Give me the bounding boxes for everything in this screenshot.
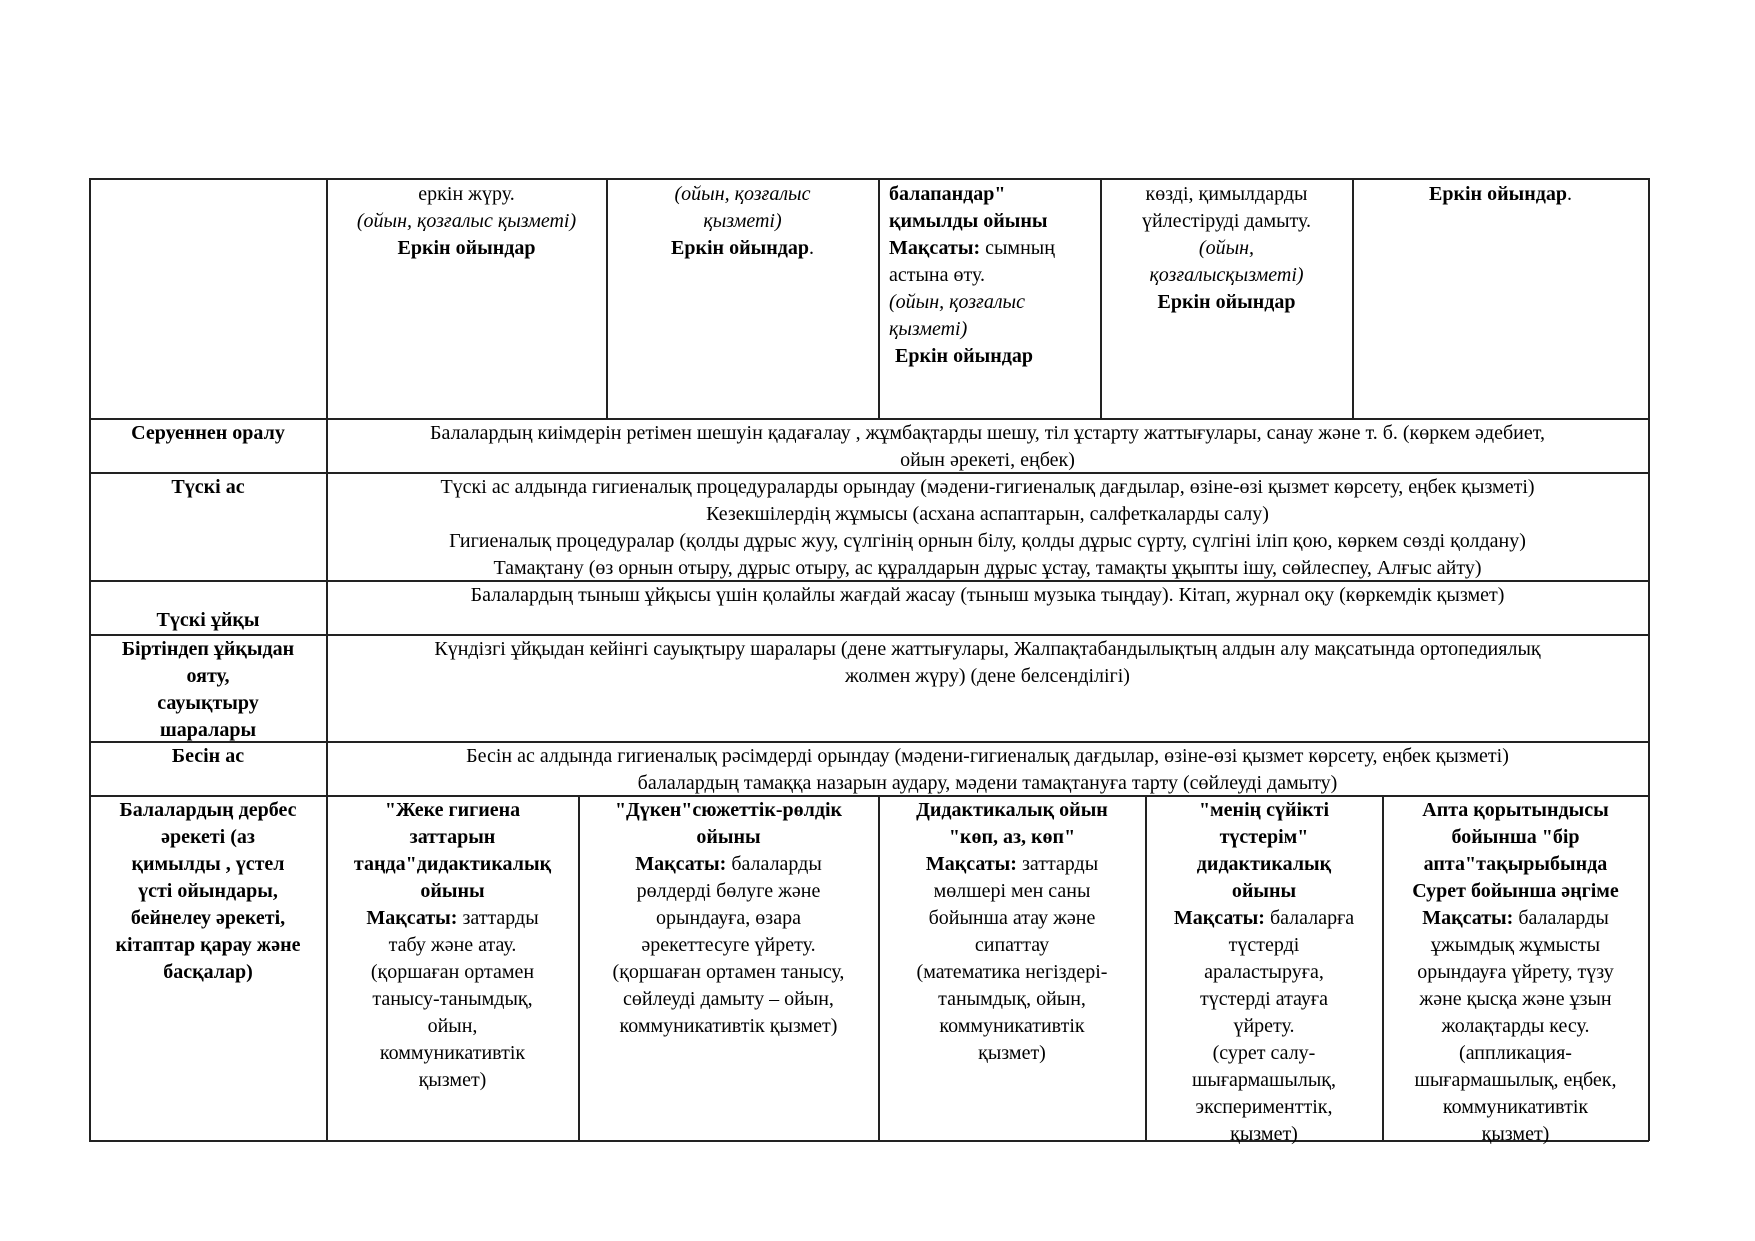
tuesday-goal-line: орындауға, өзара (656, 907, 801, 929)
wakeup-label-4: шаралары (159, 719, 257, 741)
tuesday-goal-line: әрекеттесуге үйрету. (641, 934, 816, 956)
wednesday-goal-label: Мақсаты: (925, 853, 1017, 875)
walk-return-label: Серуеннен оралу (131, 422, 285, 444)
lunch-text-4: Тамақтану (өз орнын отыру, дұрыс отыру, ас құралдарын дұрыс ұстау, тамақты ұқыпты ішу, сөйлеспеу, Алғыс айту) (493, 557, 1482, 579)
nap-label: Түскі ұйқы (156, 609, 260, 631)
wednesday-game-title-1: балапандар" (889, 183, 1006, 205)
wednesday-goal-line: мөлшері мен саны (933, 880, 1091, 902)
wakeup-text-2: жолмен жүру) (дене белсенділігі) (845, 665, 1130, 687)
friday-goal-label: Мақсаты: (1422, 907, 1514, 929)
wednesday-goal-text-2: астына өту. (889, 264, 985, 286)
monday-goal-text: заттарды (457, 907, 539, 929)
thursday-goal-1: көзді, қимылдарды (1145, 183, 1308, 205)
friday-game-title: Апта қорытындысы (1422, 799, 1609, 821)
friday-game-title: апта"тақырыбында (1423, 853, 1608, 875)
top-row-thursday-cell (1101, 180, 1352, 317)
lunch-text-3: Гигиеналық процедуралар (қолды дұрыс жуу, сүлгінің орнын білу, қолды дұрыс сүрту, сүлгіні іліп қою, көркем сөзді қолдану) (449, 530, 1526, 552)
monday-game-title: "Жеке гигиена (384, 799, 521, 821)
monday-goal-line: коммуникативтік (379, 1042, 526, 1064)
wakeup-label-cell (90, 635, 326, 745)
monday-goal-line: ойын, (427, 1015, 478, 1037)
monday-game-title: таңда"дидактикалық (353, 853, 552, 875)
wakeup-text-1: Күндізгі ұйқыдан кейінгі сауықтыру шаралары (дене жаттығулары, Жалпақтабандылықтың алдын алу мақсатында ортопедиялық (434, 638, 1541, 660)
wednesday-activity-note-1: (ойын, қозғалыс (889, 291, 1025, 313)
lunch-label-cell (90, 473, 326, 502)
independent-monday-cell (327, 796, 578, 1095)
thursday-activity-note-1: (ойын, (1198, 237, 1255, 259)
wednesday-goal-line: қызмет) (978, 1042, 1046, 1064)
wednesday-game-title-2: қимылды ойыны (889, 210, 1048, 232)
wednesday-goal-line: (математика негіздері- (916, 961, 1108, 983)
tuesday-game-title: ойыны (696, 826, 761, 848)
nap-content-cell (327, 581, 1648, 610)
lunch-content-cell (327, 473, 1648, 583)
thursday-goal-2: үйлестіруді дамыту. (1141, 210, 1312, 232)
lunch-text-1: Түскі ас алдында гигиеналық процедураларды орындау (мәдени-гигиеналық дағдылар, өзіне-өзі қызмет көрсету, еңбек қызметі) (440, 476, 1535, 498)
snack-content-cell (327, 742, 1648, 798)
thursday-free-games: Еркін ойындар (1157, 291, 1296, 313)
snack-text-1: Бесін ас алдында гигиеналық рәсімдерді орындау (мәдени-гигиеналық дағдылар, өзіне-өзі қызмет көрсету, еңбек қызметі) (466, 745, 1509, 767)
wednesday-goal-text: сымның (980, 237, 1055, 259)
table-border-right (1648, 178, 1650, 1141)
monday-goal-line: қызмет) (418, 1069, 487, 1091)
monday-game-title: ойыны (420, 880, 485, 902)
wednesday-goal-label: Мақсаты: (889, 237, 981, 259)
thursday-goal-line: (сурет салу- (1212, 1042, 1316, 1064)
top-row-wednesday-cell (879, 180, 1100, 371)
friday-goal-line: қызмет) (1481, 1123, 1550, 1145)
top-row-tuesday-cell (607, 180, 878, 263)
tuesday-goal-text: балаларды (726, 853, 822, 875)
independent-label-cell (90, 796, 326, 987)
tuesday-game-title: "Дүкен"сюжеттік-рөлдік (614, 799, 843, 821)
friday-goal-line: жолақтарды кесу. (1441, 1015, 1590, 1037)
friday-game-title: бойынша "бір (1451, 826, 1580, 848)
friday-free-games: Еркін ойындар (1429, 183, 1567, 205)
monday-game-title: заттарын (409, 826, 496, 848)
friday-game-title: Сурет бойынша әңгіме (1412, 880, 1619, 902)
wednesday-activity-note-2: қызметі) (889, 318, 968, 340)
monday-walk-text: еркін жүру. (418, 183, 515, 205)
wakeup-label-3: сауықтыру (157, 692, 259, 714)
lunch-text-2: Кезекшілердің жұмысы (асхана аспаптарын, салфеткаларды салу) (706, 503, 1269, 525)
tuesday-activity-note-2: қызметі) (703, 210, 782, 232)
independent-label-line: бейнелеу әрекеті, (130, 907, 286, 929)
wednesday-goal-line: сипаттау (974, 934, 1050, 956)
nap-label-cell (90, 581, 326, 634)
tuesday-goal-line: сөйлеуді дамыту – ойын, (623, 988, 834, 1010)
monday-goal-line: табу және атау. (388, 934, 517, 956)
monday-goal-label: Мақсаты: (366, 907, 458, 929)
wakeup-content-cell (327, 635, 1648, 691)
independent-label-line: басқалар) (163, 961, 253, 983)
thursday-game-title: дидактикалық (1196, 853, 1332, 875)
thursday-goal-line: эксперименттік, (1195, 1096, 1333, 1118)
independent-label-line: үсті ойындары, (138, 880, 278, 902)
col-divider (1352, 178, 1354, 419)
wednesday-goal-text: заттарды (1016, 853, 1099, 875)
independent-wednesday-cell (879, 796, 1145, 1068)
walk-return-text-1: Балалардың киімдерін ретімен шешуін қадағалау , жұмбақтарды шешу, тіл ұстарту жаттығулары, санау және т. б. (көркем әдебиет, (430, 422, 1545, 444)
monday-free-games: Еркін ойындар (397, 237, 536, 259)
thursday-goal-line: түстерді атауға (1200, 988, 1328, 1010)
monday-goal-line: танысу-танымдық, (372, 988, 533, 1010)
independent-label-line: Балалардың дербес (119, 799, 297, 821)
wakeup-label-1: Біртіндеп ұйқыдан (121, 638, 295, 660)
friday-goal-line: және қысқа және ұзын (1419, 988, 1612, 1010)
walk-return-label-cell (90, 419, 326, 448)
friday-goal-line: ұжымдық жұмысты (1430, 934, 1601, 956)
tuesday-goal-line: (қоршаған ортамен танысу, (612, 961, 845, 983)
top-row-label-cell (90, 180, 326, 418)
independent-label-line: қимылды , үстел (131, 853, 285, 875)
nap-text-1: Балалардың тыныш ұйқысы үшін қолайлы жағдай жасау (тыныш музыка тыңдау). Кітап, журнал оқу (көркемдік қызмет) (470, 584, 1505, 606)
thursday-game-title: "менің сүйікті (1198, 799, 1330, 821)
wednesday-goal-line: бойынша атау және (928, 907, 1096, 929)
thursday-goal-line: араластыруға, (1204, 961, 1324, 983)
tuesday-activity-note-1: (ойын, қозғалыс (674, 183, 811, 205)
independent-tuesday-cell (579, 796, 878, 1041)
friday-goal-line: (аппликация- (1459, 1042, 1572, 1064)
monday-activity-note: (ойын, қозғалыс қызметі) (356, 210, 577, 232)
thursday-goal-text: балаларға (1264, 907, 1355, 929)
thursday-activity-note-2: қозғалысқызметі) (1149, 264, 1304, 286)
wednesday-goal-line: танымдық, ойын, (938, 988, 1086, 1010)
friday-goal-line: орындауға үйрету, түзу (1417, 961, 1614, 983)
lunch-label: Түскі ас (171, 476, 245, 498)
thursday-goal-line: үйрету. (1233, 1015, 1295, 1037)
thursday-goal-line: түстерді (1228, 934, 1300, 956)
friday-goal-text: балаларды (1513, 907, 1609, 929)
friday-free-games-dot: . (1566, 183, 1572, 205)
independent-friday-cell (1383, 796, 1648, 1149)
tuesday-goal-line: коммуникативтік қызмет) (619, 1015, 838, 1037)
snack-text-2: балалардың тамаққа назарын аудару, мәдени тамақтануға тарту (сөйлеуді дамыту) (637, 772, 1338, 794)
friday-goal-line: коммуникативтік (1442, 1096, 1589, 1118)
friday-goal-line: шығармашылық, еңбек, (1414, 1069, 1617, 1091)
monday-goal-line: (қоршаған ортамен (370, 961, 535, 983)
top-row-friday-cell (1353, 180, 1648, 209)
walk-return-text-2: ойын әрекеті, еңбек) (900, 449, 1075, 471)
snack-label-cell (90, 742, 326, 771)
thursday-game-title: ойыны (1231, 880, 1297, 902)
tuesday-goal-line: рөлдерді бөлуге және (636, 880, 821, 902)
wednesday-goal-line: коммуникативтік (939, 1015, 1085, 1037)
tuesday-goal-label: Мақсаты: (635, 853, 727, 875)
wednesday-game-title: Дидактикалық ойын (916, 799, 1108, 821)
tuesday-free-games-dot: . (808, 237, 814, 259)
thursday-game-title: түстерім" (1219, 826, 1309, 848)
thursday-goal-label: Мақсаты: (1173, 907, 1265, 929)
wednesday-game-title: "көп, аз, көп" (948, 826, 1076, 848)
walk-return-content-cell (327, 419, 1648, 475)
snack-label: Бесін ас (171, 745, 245, 767)
thursday-goal-line: қызмет) (1230, 1123, 1298, 1145)
wakeup-label-2: ояту, (186, 665, 230, 687)
wednesday-free-games: Еркін ойындар (895, 345, 1033, 367)
top-row-monday-cell (327, 180, 606, 263)
independent-thursday-cell (1146, 796, 1382, 1149)
independent-label-line: кітаптар қарау және (115, 934, 301, 956)
tuesday-free-games: Еркін ойындар (671, 237, 809, 259)
independent-label-line: әрекеті (аз (161, 826, 255, 848)
thursday-goal-line: шығармашылық, (1192, 1069, 1336, 1091)
